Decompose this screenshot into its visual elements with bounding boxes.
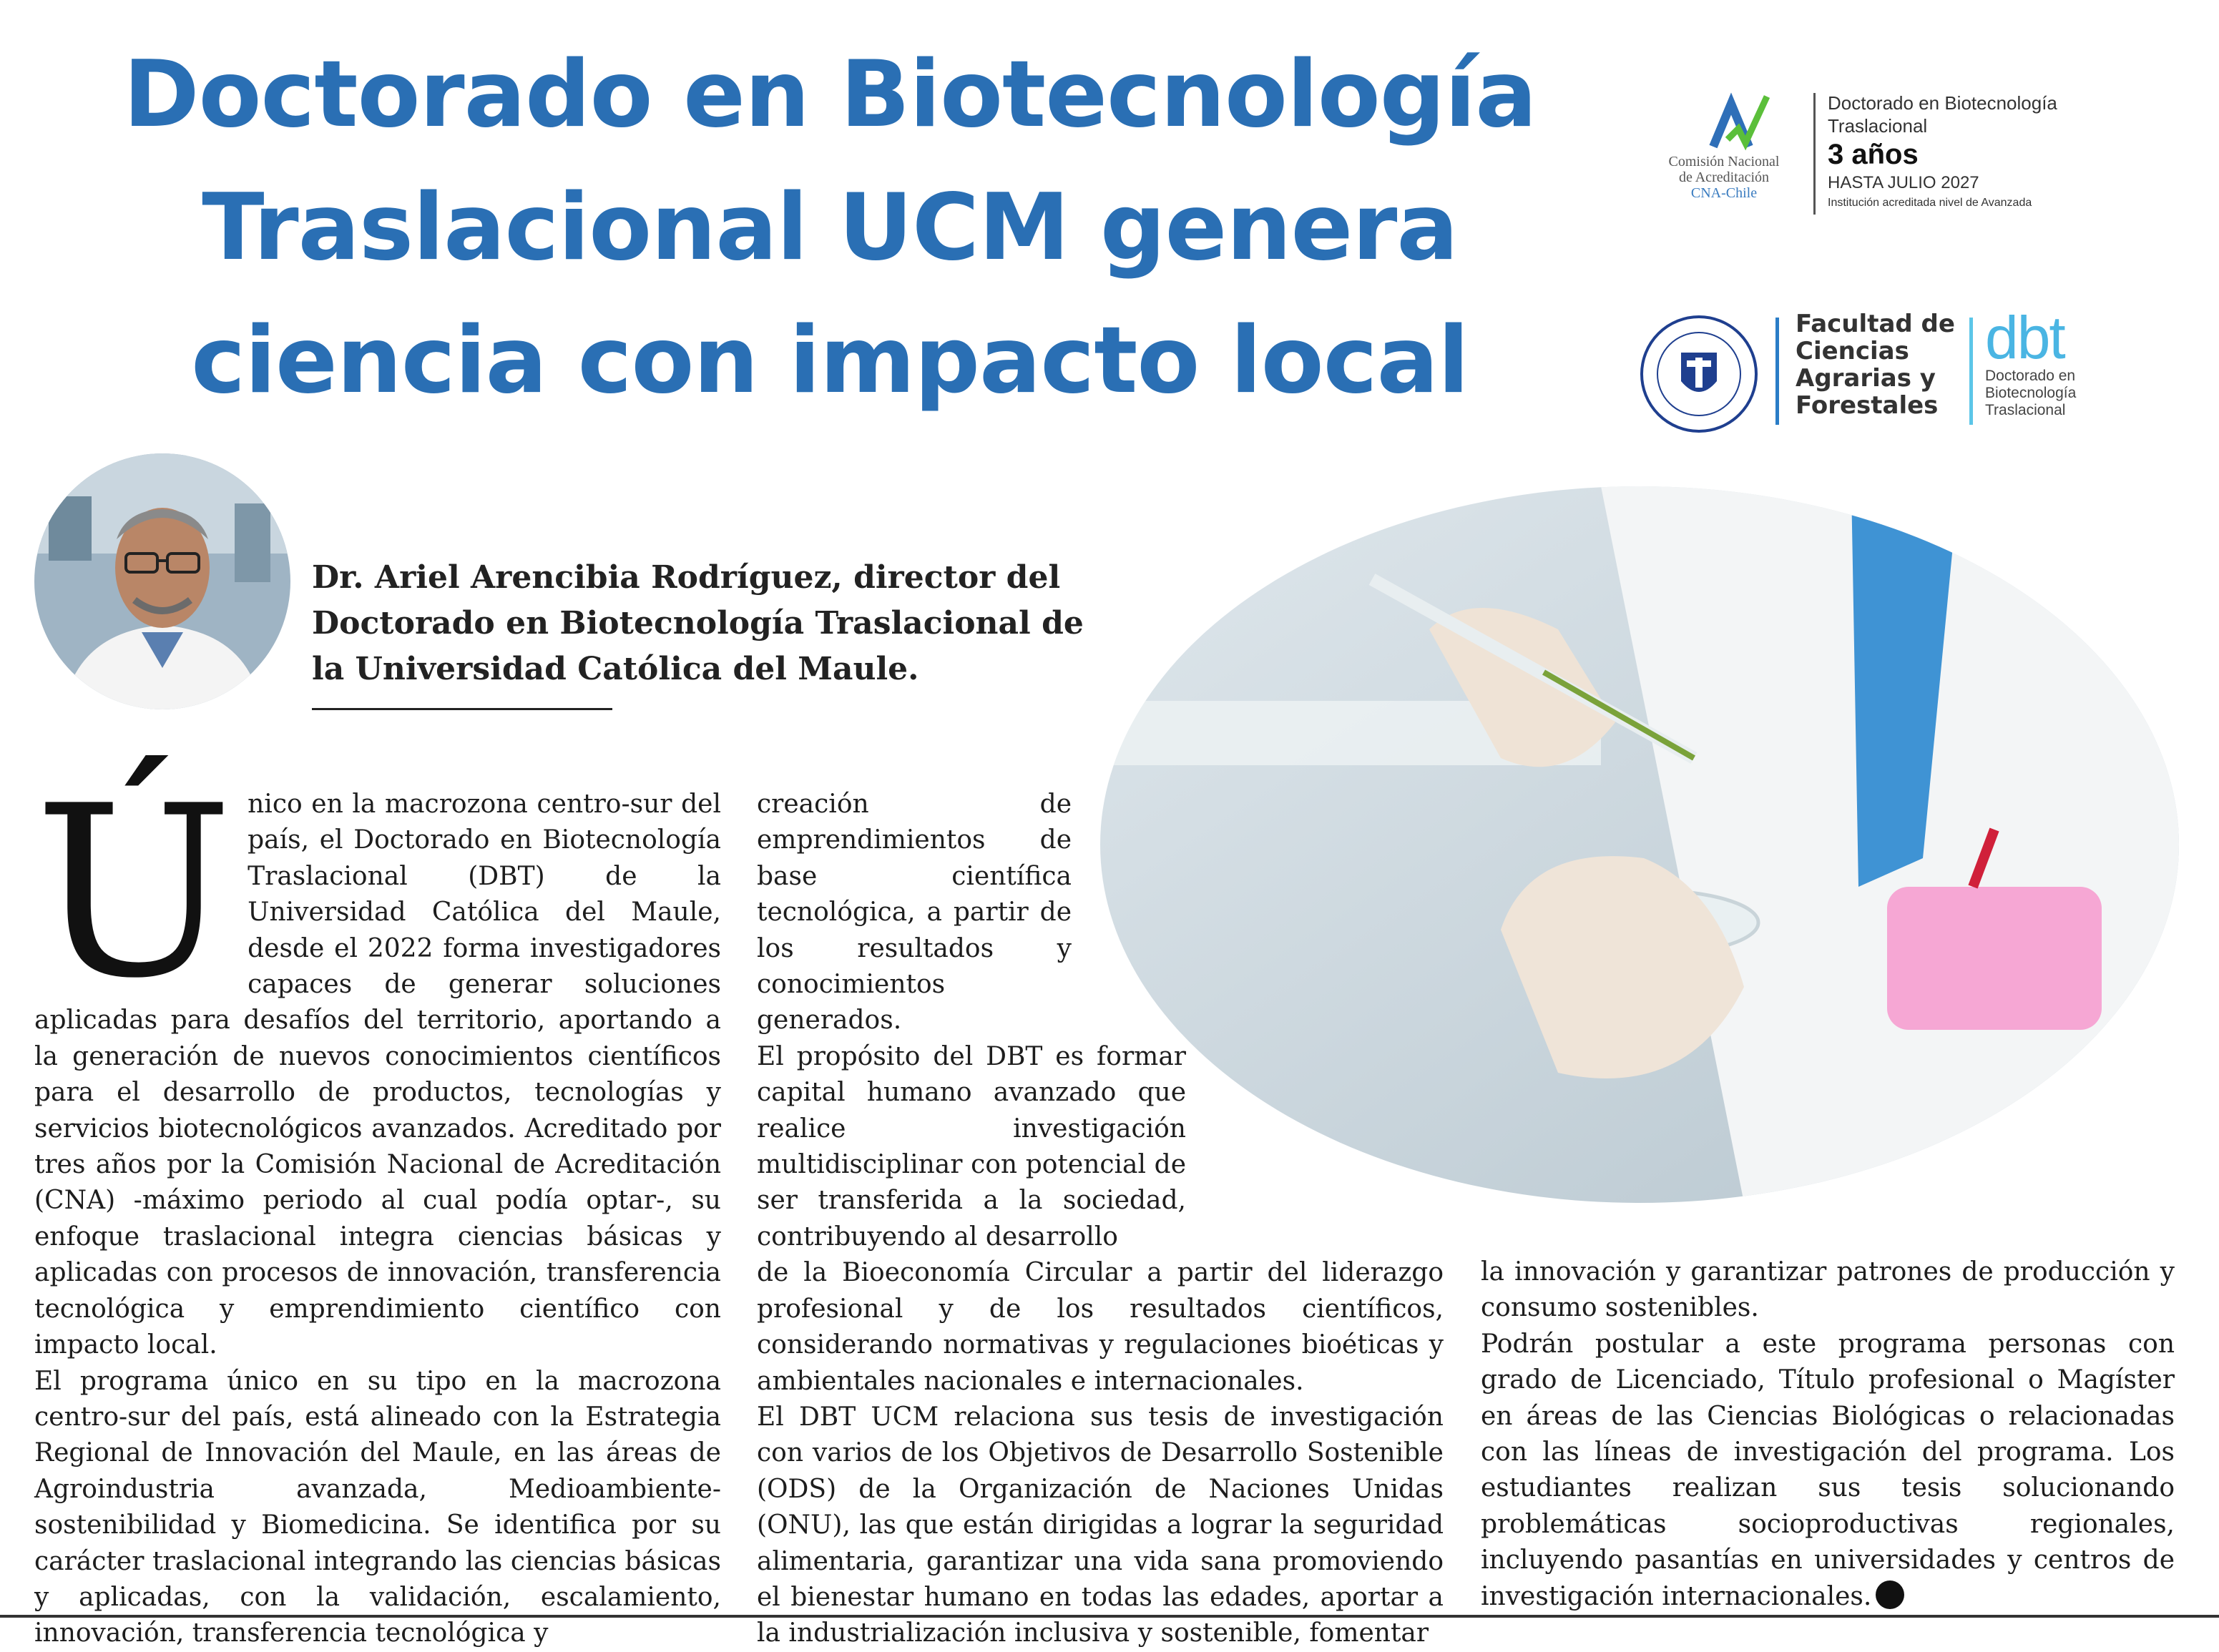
cna-level: Institución acreditada nivel de Avanzada xyxy=(1828,197,2032,209)
faculty-line-1: Facultad de xyxy=(1796,310,1955,338)
article-paragraph-1: nico en la macrozona centro-sur del país, el Doctorado en Biotecnología Traslacional (DBT) de la Universidad Católica del Maule, desde el 2022 forma investigadores capaces de generar soluciones aplicadas para desafíos del territorio, aportando a la generación de nuevos conocimientos científicos para el desarrollo de productos, tecnologías y servicios biotecnológicos avanzados. Acreditado por tres años por la Comisión Nacional de Acreditación (CNA) -máximo periodo al cual podía optar-, su enfoque traslacional integra ciencias básicas y aplicadas con procesos de innovación, transferencia tecnológica y emprendimiento científico con impacto local. xyxy=(34,790,721,1360)
caption-line-3: la Universidad Católica del Maule. xyxy=(312,651,919,687)
dbt-divider xyxy=(1969,318,1973,425)
cna-divider xyxy=(1813,93,1816,215)
faculty-logo xyxy=(1796,310,1960,419)
dbt-sub-line-3: Traslacional xyxy=(1985,402,2066,418)
dbt-sub-line-1: Doctorado en xyxy=(1985,368,2076,384)
cna-org-line-1: Comisión Nacional xyxy=(1668,154,1780,169)
article-paragraph-4b: de la Bioeconomía Circular a partir del liderazgo profesional y de los resultados científicos, considerando normativas y regulaciones bioéticas y ambientales nacionales e internacionales. xyxy=(757,1258,1444,1396)
cna-org-line-2: de Acreditación xyxy=(1678,169,1770,185)
article-paragraph-6-wrap xyxy=(1481,1327,2175,1615)
caption-line-2: Doctorado en Biotecnología Traslacional de xyxy=(312,605,1084,641)
headline-line-3: ciencia con impacto local xyxy=(191,308,1469,414)
cna-years: 3 años xyxy=(1828,139,1919,170)
article-paragraph-2: El programa único en su tipo en la macrozona centro-sur del país, está alineado con la Estrategia Regional de Innovación del Maule, en las áreas de Agroindustria avanzada, Medioambiente-sostenibilidad y Biomedicina. Se identifica por su carácter traslacional integrando las ciencias básicas y aplicadas, con la validación, escalamiento, innovación, transferencia tecnológica y xyxy=(34,1366,721,1648)
dbt-wordmark: dbt xyxy=(1985,304,2064,371)
faculty-line-3: Agrarias y xyxy=(1796,364,1936,393)
article-paragraph-3: creación de emprendimientos de base científica tecnológica, a partir de los resultados y conocimientos generados. xyxy=(757,790,1072,1036)
cna-org-line-3: CNA-Chile xyxy=(1690,185,1758,201)
cna-program-line-1: Doctorado en Biotecnología xyxy=(1828,92,2057,114)
faculty-line-4: Forestales xyxy=(1796,391,1939,420)
article-column-1 xyxy=(34,755,721,1652)
cna-until: HASTA JULIO 2027 xyxy=(1828,173,1979,192)
faculty-line-2: Ciencias xyxy=(1796,337,1909,365)
director-portrait xyxy=(34,453,290,709)
portrait-caption xyxy=(312,555,1084,692)
faculty-divider xyxy=(1775,318,1779,425)
bottom-rule xyxy=(0,1615,2219,1618)
caption-rule xyxy=(312,708,612,710)
headline-line-1: Doctorado en Biotecnología xyxy=(123,41,1537,148)
drop-cap: Ú xyxy=(34,755,234,1030)
cna-org-name xyxy=(1645,154,1803,201)
article-paragraph-4: El propósito del DBT es formar capital humano avanzado que realice investigación multidisciplinar con potencial de ser transferida a la sociedad, contribuyendo al desarrollo xyxy=(757,1041,1186,1252)
cna-program-line-2: Traslacional xyxy=(1828,115,1928,137)
article-paragraph-6: Podrán postular a este programa personas con grado de Licenciado, Título profesional o Magíster en áreas de las Ciencias Biológicas o relacionadas con las líneas de investigación del programa. Los estudiantes realizan sus tesis solucionando problemáticas socioproductivas regionales, incluyendo pasantías en universidades y centros de investigación internacionales. xyxy=(1481,1329,2175,1611)
article-paragraph-5b: la innovación y garantizar patrones de producción y consumo sostenibles. xyxy=(1481,1257,2175,1323)
caption-line-1: Dr. Ariel Arencibia Rodríguez, director del xyxy=(312,559,1061,596)
article-paragraph-5: El DBT UCM relaciona sus tesis de investigación con varios de los Objetivos de Desarrollo Sostenible (ODS) de la Organización de Naciones Unidas (ONU), las que están dirigidas a lograr la seguridad alimentaria, garantizar una vida sana promoviendo el bienestar humano en todas las edades, aportar a la industrialización inclusiva y sostenible, fomentar xyxy=(757,1402,1444,1648)
university-seal-icon xyxy=(1638,313,1760,435)
dbt-logo xyxy=(1985,304,2128,419)
dbt-subtitle xyxy=(1985,368,2128,419)
article-column-3 xyxy=(1481,1254,2175,1615)
dbt-sub-line-2: Biotecnología xyxy=(1985,385,2077,401)
headline-line-2: Traslacional UCM genera xyxy=(202,174,1458,281)
cna-accreditation-text xyxy=(1828,92,2142,212)
end-mark-icon xyxy=(1876,1580,1904,1609)
headline xyxy=(43,29,1617,428)
article-column-2 xyxy=(757,787,1444,1652)
